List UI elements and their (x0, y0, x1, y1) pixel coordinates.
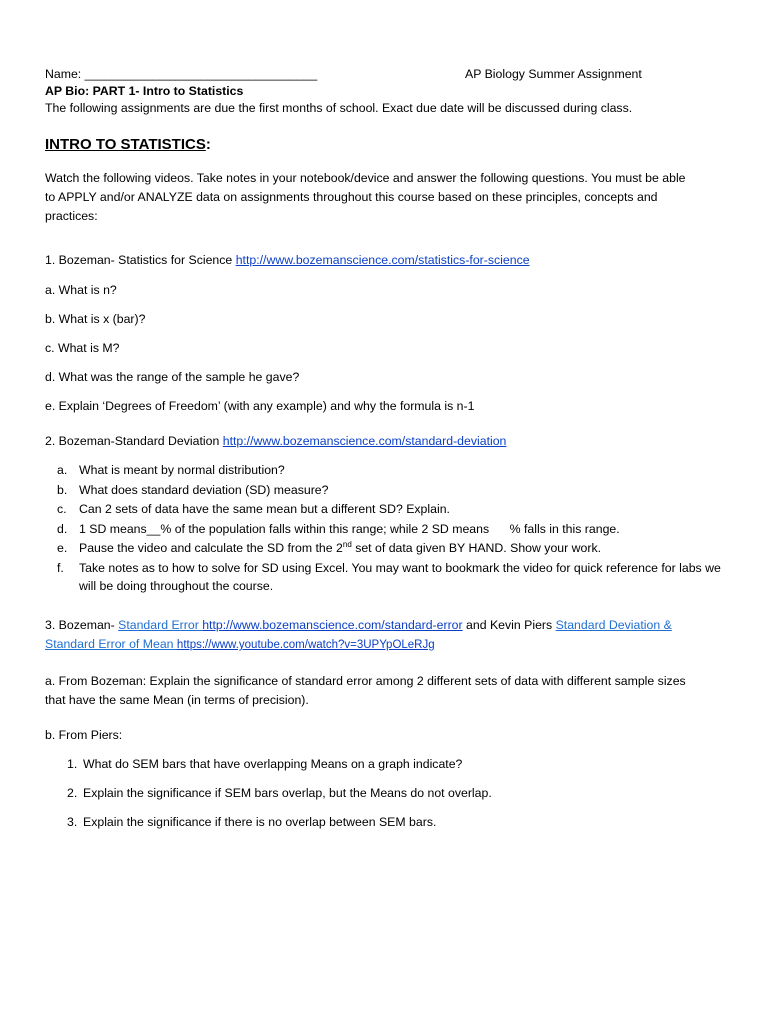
video3-piers-link[interactable]: Standard Deviation & Standard Error of Mean (45, 618, 672, 651)
video1-prefix: 1. Bozeman- Statistics for Science (45, 253, 236, 267)
part-title: AP Bio: PART 1- Intro to Statistics (45, 84, 244, 98)
video2-prefix: 2. Bozeman-Standard Deviation (45, 434, 223, 448)
document-page (45, 0, 725, 1024)
video3-standard-error-link[interactable]: Standard Error (118, 618, 203, 632)
video3-line (45, 616, 715, 655)
video1-question-d: d. What was the range of the sample he gave? (45, 370, 300, 384)
video1-question-a: a. What is n? (45, 283, 117, 297)
name-blank: __________________________________ (84, 67, 318, 81)
video1-question-e: e. Explain ‘Degrees of Freedom’ (with any example) and why the formula is n-1 (45, 399, 475, 413)
name-label: Name: (45, 67, 82, 81)
video3-bozeman-link[interactable]: http://www.bozemanscience.com/standard-error (202, 618, 463, 632)
due-note: The following assignments are due the first months of school. Exact due date will be discussed during class. (45, 101, 633, 115)
list-item: 1. What do SEM bars that have overlapping Means on a graph indicate? (67, 757, 463, 771)
video1-question-b: b. What is x (bar)? (45, 312, 146, 326)
list-item: c. Can 2 sets of data have the same mean but a different SD? Explain. (57, 502, 450, 516)
list-item: d. 1 SD means__% of the population falls within this range; while 2 SD means % falls in this range. (57, 521, 620, 536)
video1-line (45, 252, 530, 268)
section-heading (45, 137, 211, 153)
video1-link[interactable]: http://www.bozemanscience.com/statistics-for-science (235, 253, 530, 267)
section-heading-text: INTRO TO STATISTICS (45, 136, 206, 153)
intro-paragraph: Watch the following videos. Take notes in your notebook/device and answer the following questions. You must be able to APPLY and/or ANALYZE data on assignments throughout this course based on these principles, concepts and practices: (45, 171, 686, 223)
piers-question-list (45, 755, 725, 832)
video3-question-a: a. From Bozeman: Explain the significance of standard error among 2 different sets of data with different sample sizes that have the same Mean (in terms of precision). (45, 674, 686, 707)
list-item: e. Pause the video and calculate the SD from the 2nd set of data given BY HAND. Show your work. (57, 539, 602, 555)
video3-youtube-link[interactable]: https://www.youtube.com/watch?v=3UPYpOLeRJg (176, 639, 435, 651)
list-item: 3. Explain the significance if there is no overlap between SEM bars. (67, 815, 437, 829)
video2-line (45, 433, 506, 449)
section-heading-colon: : (205, 136, 211, 153)
list-item: f. Take notes as to how to solve for SD using Excel. You may want to bookmark the video for quick reference for labs we will be doing throughout the course. (57, 560, 721, 593)
video3-prefix: 3. Bozeman- (45, 618, 119, 632)
course-title: AP Biology Summer Assignment (465, 67, 642, 81)
list-item: a. What is meant by normal distribution? (57, 463, 285, 477)
video2-link[interactable]: http://www.bozemanscience.com/standard-deviation (222, 434, 507, 448)
video1-question-c: c. What is M? (45, 341, 120, 355)
name-line (45, 66, 317, 82)
video2-question-list (45, 461, 725, 595)
list-item: b. What does standard deviation (SD) measure? (57, 482, 329, 497)
list-item: 2. Explain the significance if SEM bars overlap, but the Means do not overlap. (67, 786, 492, 800)
video3-middle: and Kevin Piers (462, 618, 556, 632)
video3-question-b-label: b. From Piers: (45, 728, 123, 742)
